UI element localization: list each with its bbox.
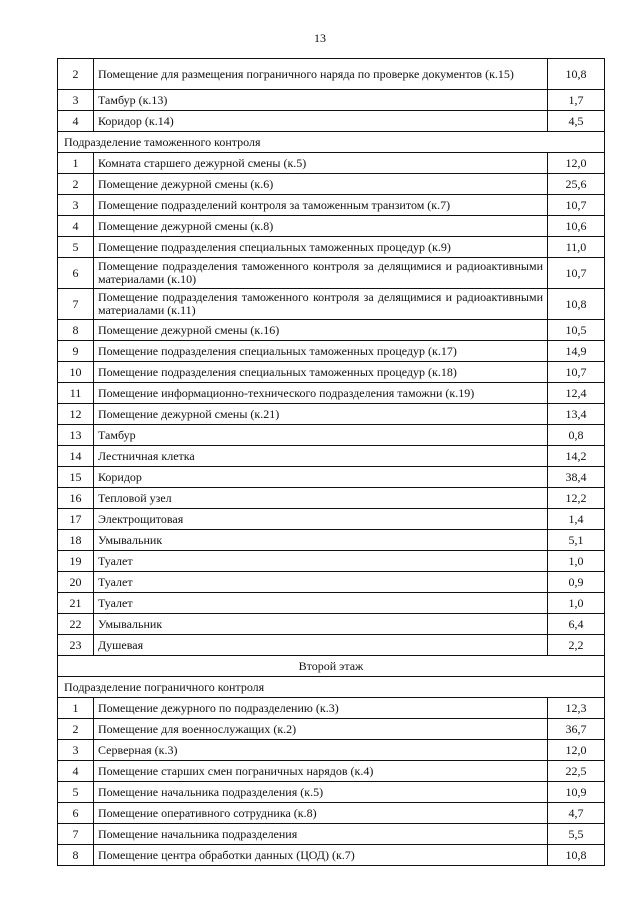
row-number: 17 xyxy=(58,509,94,530)
room-name: Помещение дежурной смены (к.6) xyxy=(94,174,548,195)
room-area: 12,3 xyxy=(548,698,605,719)
room-area: 11,0 xyxy=(548,237,605,258)
room-area: 1,0 xyxy=(548,593,605,614)
row-number: 3 xyxy=(58,195,94,216)
table-row xyxy=(58,258,605,289)
room-name: Коридор xyxy=(94,467,548,488)
room-name: Комната старшего дежурной смены (к.5) xyxy=(94,153,548,174)
room-area: 13,4 xyxy=(548,404,605,425)
row-number: 8 xyxy=(58,845,94,866)
rooms-table-body xyxy=(58,59,605,866)
room-name: Серверная (к.3) xyxy=(94,740,548,761)
row-number: 19 xyxy=(58,551,94,572)
table-row xyxy=(58,174,605,195)
section-heading-row xyxy=(58,132,605,153)
table-row xyxy=(58,845,605,866)
table-row xyxy=(58,90,605,111)
room-area: 4,5 xyxy=(548,111,605,132)
row-number: 6 xyxy=(58,258,94,289)
row-number: 15 xyxy=(58,467,94,488)
room-area: 0,9 xyxy=(548,572,605,593)
room-name: Умывальник xyxy=(94,614,548,635)
table-row xyxy=(58,425,605,446)
room-name: Помещение для размещения пограничного наряда по проверке документов (к.15) xyxy=(94,59,548,90)
row-number: 13 xyxy=(58,425,94,446)
table-row xyxy=(58,551,605,572)
table-row xyxy=(58,383,605,404)
room-name: Помещение подразделения таможенного контроля за делящимися и радиоактивными материалами (к.10) xyxy=(94,258,548,289)
row-number: 9 xyxy=(58,341,94,362)
room-area: 10,8 xyxy=(548,289,605,320)
table-row xyxy=(58,289,605,320)
room-name: Помещение дежурной смены (к.16) xyxy=(94,320,548,341)
room-area: 5,5 xyxy=(548,824,605,845)
room-name: Туалет xyxy=(94,593,548,614)
table-row xyxy=(58,341,605,362)
room-area: 10,8 xyxy=(548,845,605,866)
table-row xyxy=(58,719,605,740)
page-number: 13 xyxy=(314,31,326,45)
room-area: 1,7 xyxy=(548,90,605,111)
table-row xyxy=(58,761,605,782)
room-name: Туалет xyxy=(94,551,548,572)
table-row xyxy=(58,635,605,656)
room-name: Тамбур xyxy=(94,425,548,446)
room-name: Помещение дежурной смены (к.21) xyxy=(94,404,548,425)
row-number: 16 xyxy=(58,488,94,509)
row-number: 8 xyxy=(58,320,94,341)
row-number: 7 xyxy=(58,289,94,320)
row-number: 2 xyxy=(58,59,94,90)
table-row xyxy=(58,467,605,488)
table-row xyxy=(58,216,605,237)
room-area: 10,7 xyxy=(548,258,605,289)
row-number: 14 xyxy=(58,446,94,467)
room-area: 1,4 xyxy=(548,509,605,530)
row-number: 4 xyxy=(58,216,94,237)
room-name: Помещение начальника подразделения (к.5) xyxy=(94,782,548,803)
room-area: 10,9 xyxy=(548,782,605,803)
table-row xyxy=(58,446,605,467)
room-area: 6,4 xyxy=(548,614,605,635)
section-heading: Подразделение пограничного контроля xyxy=(58,677,605,698)
room-area: 25,6 xyxy=(548,174,605,195)
row-number: 2 xyxy=(58,174,94,195)
row-number: 18 xyxy=(58,530,94,551)
room-name: Помещение центра обработки данных (ЦОД) (к.7) xyxy=(94,845,548,866)
room-name: Помещение подразделения специальных таможенных процедур (к.18) xyxy=(94,362,548,383)
table-row xyxy=(58,509,605,530)
room-name: Помещение дежурной смены (к.8) xyxy=(94,216,548,237)
rooms-table xyxy=(57,58,605,866)
row-number: 5 xyxy=(58,237,94,258)
table-row xyxy=(58,404,605,425)
room-name: Помещение дежурного по подразделению (к.3) xyxy=(94,698,548,719)
room-area: 12,0 xyxy=(548,153,605,174)
floor-heading-row xyxy=(58,656,605,677)
row-number: 10 xyxy=(58,362,94,383)
table-row xyxy=(58,614,605,635)
table-row xyxy=(58,320,605,341)
room-name: Помещение подразделения специальных таможенных процедур (к.17) xyxy=(94,341,548,362)
room-name: Помещение подразделения специальных таможенных процедур (к.9) xyxy=(94,237,548,258)
table-row xyxy=(58,740,605,761)
table-row xyxy=(58,782,605,803)
table-row xyxy=(58,237,605,258)
room-name: Коридор (к.14) xyxy=(94,111,548,132)
room-area: 12,0 xyxy=(548,740,605,761)
room-name: Помещение старших смен пограничных нарядов (к.4) xyxy=(94,761,548,782)
row-number: 2 xyxy=(58,719,94,740)
table-row xyxy=(58,530,605,551)
row-number: 6 xyxy=(58,803,94,824)
room-area: 10,6 xyxy=(548,216,605,237)
floor-heading: Второй этаж xyxy=(58,656,605,677)
room-area: 0,8 xyxy=(548,425,605,446)
row-number: 20 xyxy=(58,572,94,593)
room-name: Лестничная клетка xyxy=(94,446,548,467)
room-area: 12,4 xyxy=(548,383,605,404)
room-area: 14,2 xyxy=(548,446,605,467)
room-name: Электрощитовая xyxy=(94,509,548,530)
table-row xyxy=(58,362,605,383)
table-row xyxy=(58,824,605,845)
room-area: 22,5 xyxy=(548,761,605,782)
room-area: 2,2 xyxy=(548,635,605,656)
room-name: Помещение начальника подразделения xyxy=(94,824,548,845)
room-name: Тепловой узел xyxy=(94,488,548,509)
room-area: 10,5 xyxy=(548,320,605,341)
table-row xyxy=(58,195,605,216)
row-number: 1 xyxy=(58,698,94,719)
row-number: 22 xyxy=(58,614,94,635)
room-name: Душевая xyxy=(94,635,548,656)
table-row xyxy=(58,698,605,719)
room-area: 1,0 xyxy=(548,551,605,572)
section-heading-row xyxy=(58,677,605,698)
row-number: 4 xyxy=(58,111,94,132)
room-area: 5,1 xyxy=(548,530,605,551)
room-area: 4,7 xyxy=(548,803,605,824)
section-heading: Подразделение таможенного контроля xyxy=(58,132,605,153)
row-number: 1 xyxy=(58,153,94,174)
room-area: 38,4 xyxy=(548,467,605,488)
room-area: 14,9 xyxy=(548,341,605,362)
table-row xyxy=(58,593,605,614)
row-number: 4 xyxy=(58,761,94,782)
table-row xyxy=(58,488,605,509)
table-row xyxy=(58,572,605,593)
room-name: Помещение подразделения таможенного контроля за делящимися и радиоактивными материалами (к.11) xyxy=(94,289,548,320)
room-name: Тамбур (к.13) xyxy=(94,90,548,111)
room-name: Помещение информационно-технического подразделения таможни (к.19) xyxy=(94,383,548,404)
room-name: Умывальник xyxy=(94,530,548,551)
room-area: 10,8 xyxy=(548,59,605,90)
table-row xyxy=(58,153,605,174)
room-area: 12,2 xyxy=(548,488,605,509)
room-area: 10,7 xyxy=(548,195,605,216)
row-number: 3 xyxy=(58,740,94,761)
room-name: Помещение подразделений контроля за таможенным транзитом (к.7) xyxy=(94,195,548,216)
row-number: 12 xyxy=(58,404,94,425)
row-number: 7 xyxy=(58,824,94,845)
table-row xyxy=(58,803,605,824)
table-row xyxy=(58,111,605,132)
row-number: 21 xyxy=(58,593,94,614)
room-area: 36,7 xyxy=(548,719,605,740)
table-row xyxy=(58,59,605,90)
row-number: 3 xyxy=(58,90,94,111)
row-number: 5 xyxy=(58,782,94,803)
row-number: 23 xyxy=(58,635,94,656)
room-name: Помещение оперативного сотрудника (к.8) xyxy=(94,803,548,824)
room-name: Помещение для военнослужащих (к.2) xyxy=(94,719,548,740)
row-number: 11 xyxy=(58,383,94,404)
room-area: 10,7 xyxy=(548,362,605,383)
room-name: Туалет xyxy=(94,572,548,593)
